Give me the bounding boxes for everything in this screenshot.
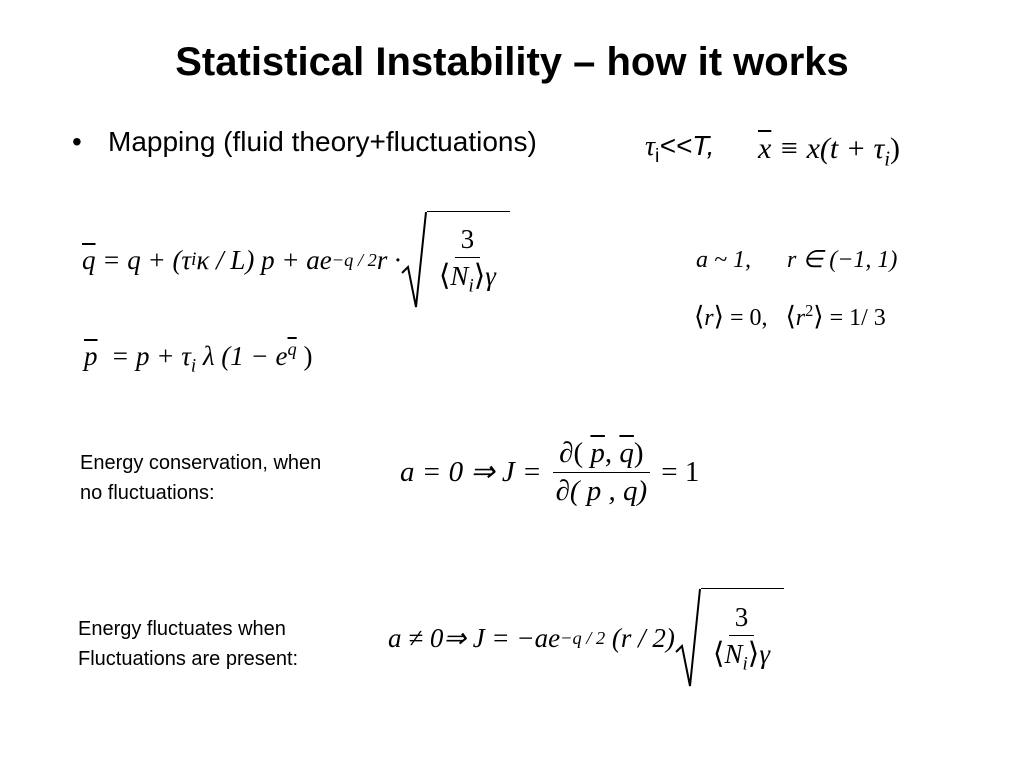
sqrt-numerator-2: 3: [729, 604, 755, 636]
radical-sign-2: [675, 588, 701, 688]
map-close: ): [890, 132, 901, 165]
eq-p-end: ): [303, 341, 313, 372]
eq-p-exp: q: [287, 339, 297, 359]
side-r-range: r ∈ (−1, 1): [786, 247, 898, 273]
radical-sign-1: [401, 211, 427, 309]
condition-rest: <<T,: [659, 130, 715, 161]
fluct-mid: (r / 2): [611, 622, 675, 653]
jacobian-equation: [400, 432, 699, 512]
side-r-mean: r: [704, 305, 714, 331]
side-mean-value: = 0,: [729, 305, 768, 331]
fluct-exp: −q / 2: [560, 627, 606, 648]
side-a-approx: a ~ 1,: [696, 247, 751, 273]
bullet-marker: •: [72, 126, 82, 157]
bullet-condition: [645, 130, 714, 168]
sqrt-numerator-1: 3: [455, 226, 481, 258]
eq-q-mid1: = q + (τ: [102, 244, 192, 275]
p-bar: $\overline{p}$: [84, 341, 98, 372]
side-variance-value: = 1/ 3: [829, 305, 886, 331]
map-sub: i: [884, 146, 891, 171]
n-symbol-2: N: [724, 639, 743, 670]
bullet-text: Mapping (fluid theory+fluctuations): [108, 126, 537, 157]
energy-fluctuates-label: Energy fluctuates when Fluctuations are present:: [78, 618, 299, 670]
gamma-symbol-2: γ: [759, 639, 770, 670]
side-condition-range: [696, 248, 897, 272]
eq-q-mid3: r ·: [376, 244, 401, 275]
slide-title: Statistical Instability – how it works: [175, 40, 849, 84]
n-sub-1: i: [468, 275, 474, 297]
side-r-exp: 2: [805, 301, 814, 321]
jacobian-fluctuation-equation: [388, 586, 784, 690]
sqrt-term-1: $\frac{3}{⟨N_i⟩\gamma}$: [401, 211, 510, 309]
equation-p-bar: [84, 340, 312, 377]
tau-symbol: τ: [645, 131, 656, 162]
side-r-sq: r: [795, 305, 806, 331]
fluct-lhs: a ≠ 0⇒ J = −ae: [388, 622, 561, 653]
eq-p-mid1: = p + τ: [111, 341, 191, 372]
eq-q-mid2: κ / L) p + ae: [196, 244, 332, 275]
jacobian-numerator: ∂( $\overline{p}$, $\overline{q}$): [553, 439, 649, 473]
eq-p-mid2: λ (1 − e: [202, 341, 288, 372]
gamma-symbol-1: γ: [485, 261, 496, 292]
n-symbol-1: N: [450, 261, 469, 292]
jacobian-rhs: = 1: [661, 455, 700, 488]
n-sub-2: i: [742, 653, 748, 675]
tau-subscript: i: [655, 144, 660, 167]
energy-conservation-label: Energy conservation, when no fluctuations:: [80, 452, 322, 504]
q-bar: $\overline{q}$: [82, 244, 96, 275]
eq-q-sub: i: [191, 248, 197, 270]
jacobian-denominator: ∂( p , q): [555, 474, 648, 507]
sqrt-term-2: $\frac{3}{⟨N_i⟩\gamma}$: [675, 588, 784, 688]
side-condition-moments: ⟨r⟩ = 0, $⟨r^2⟩ = 1/$ 3: [694, 301, 886, 331]
x-bar: $\overline{x}$: [758, 132, 772, 165]
eq-q-exp: −q / 2: [331, 249, 377, 270]
mapping-definition: [758, 134, 900, 169]
equation-q-bar: [82, 210, 510, 310]
eq-p-sub: i: [190, 355, 197, 377]
map-rhs: ≡ x(t + τ: [778, 132, 885, 165]
jacobian-lhs: a = 0 ⇒ J =: [400, 455, 542, 488]
